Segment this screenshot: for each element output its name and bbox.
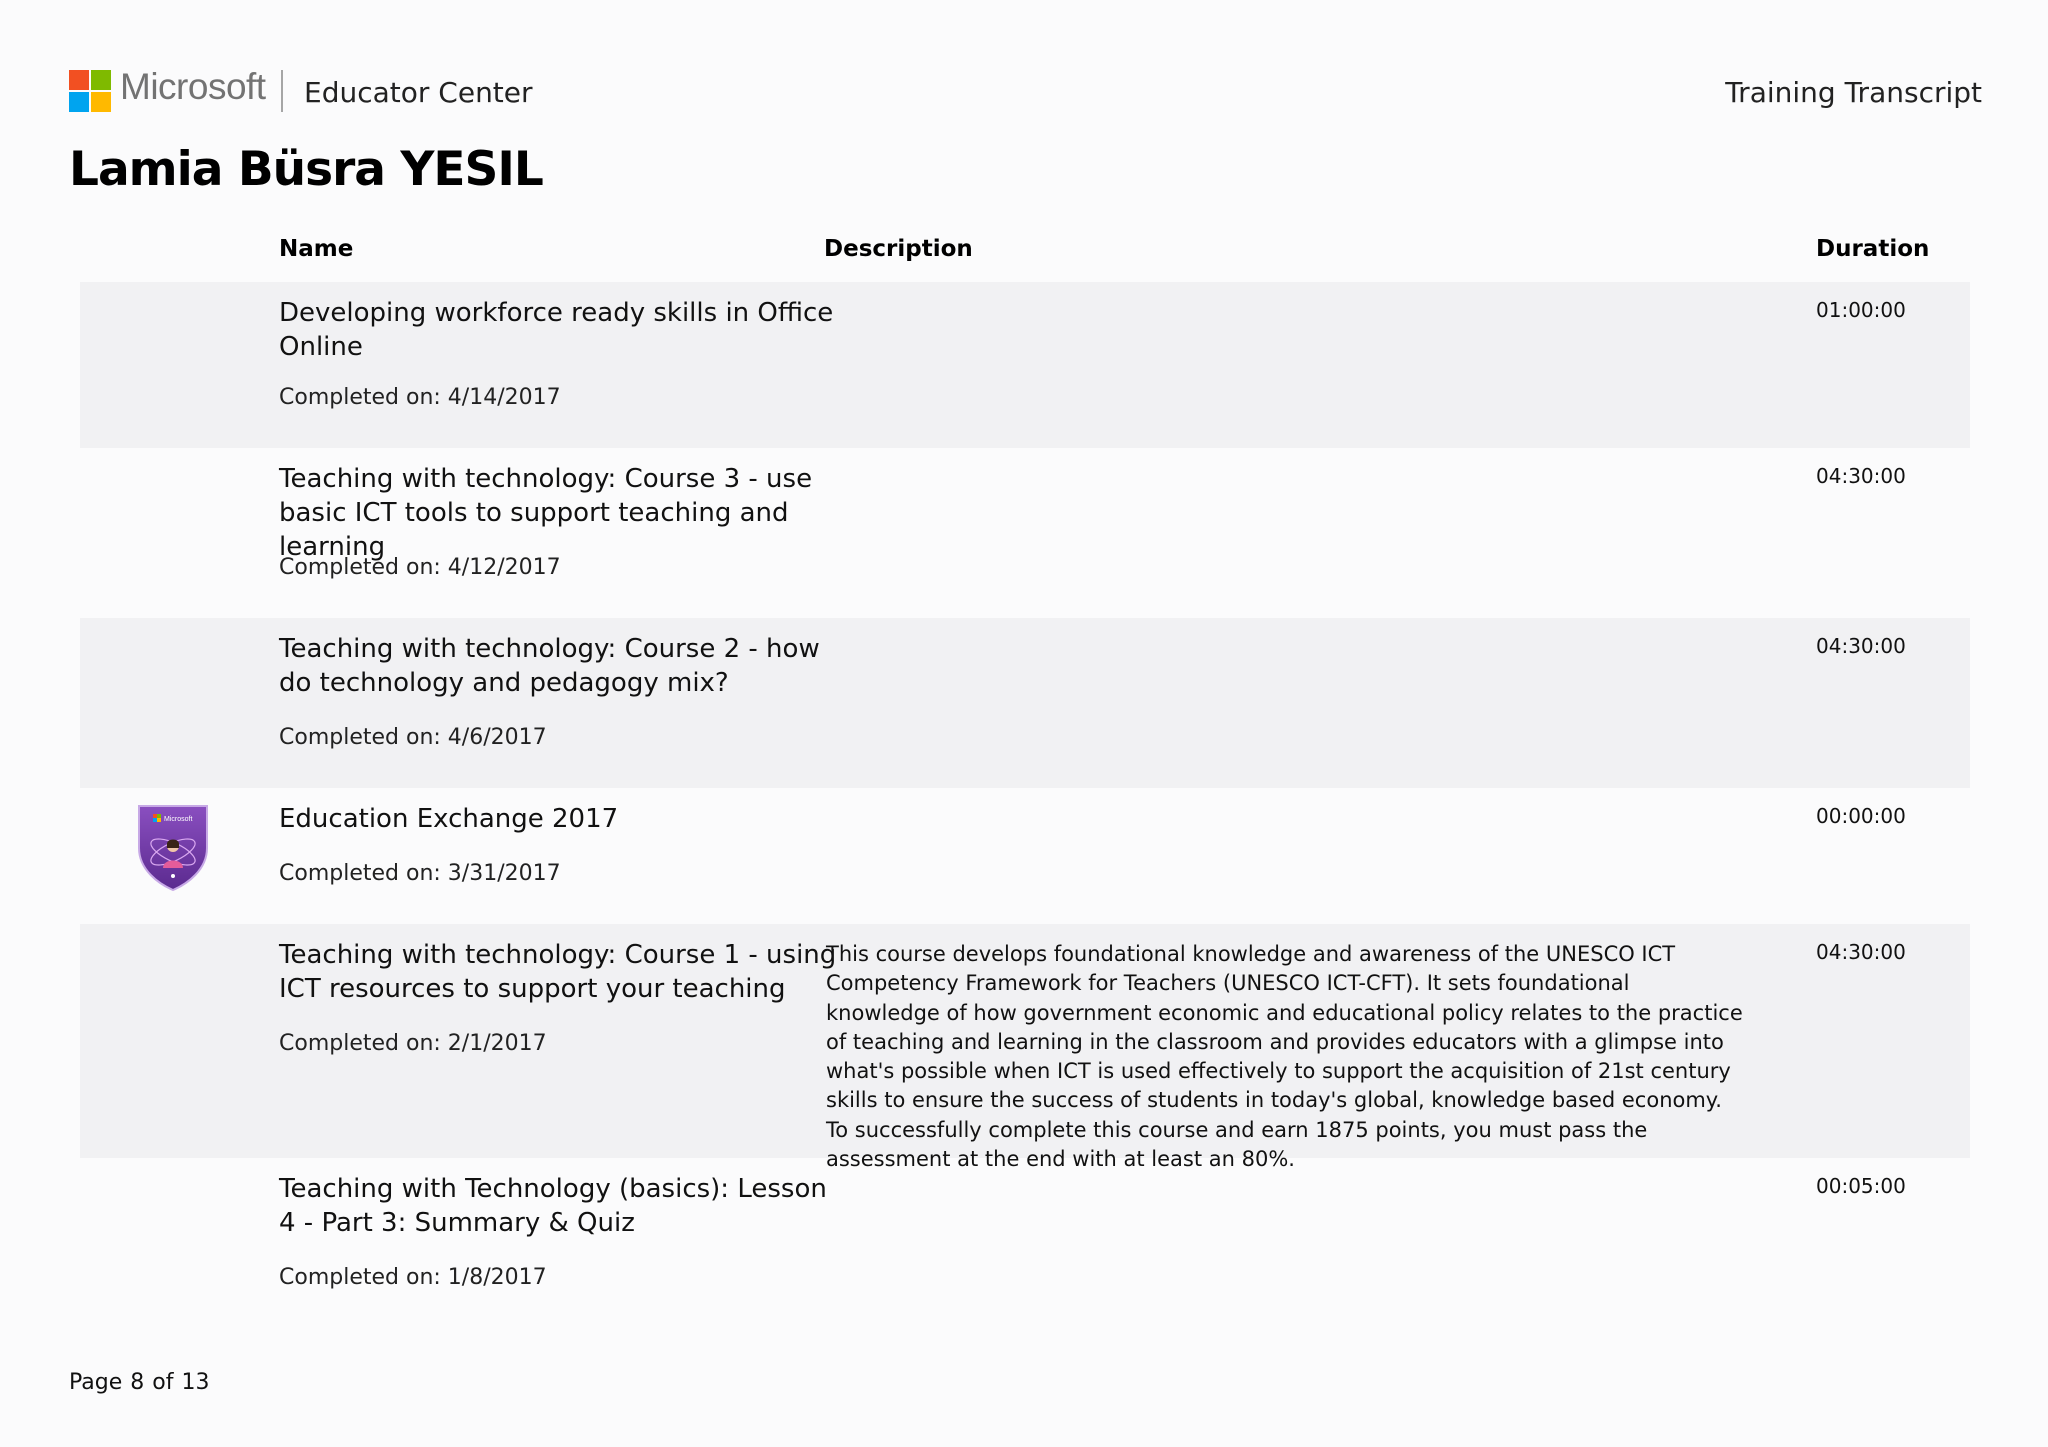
course-duration: 04:30:00 xyxy=(1816,940,1906,964)
course-name: Teaching with Technology (basics): Lesson 4 - Part 3: Summary & Quiz xyxy=(279,1174,827,1238)
completion-date: Completed on: 4/14/2017 xyxy=(279,385,561,410)
course-row xyxy=(80,1158,1970,1328)
page-header xyxy=(69,66,1982,122)
course-description: This course develops foundational knowledge and awareness of the UNESCO ICT Competency Framework for Teachers (UNESCO ICT-CFT). It sets foundational knowledge of how government economic and educational policy relates to the practice of teaching and learning in the classroom and provides educators with a glimpse into what's possible when ICT is used effectively to support the acquisition of 21st century skills to ensure the success of students in today's global, knowledge based economy. To successfully complete this course and earn 1875 points, you must pass the assessment at the end with at least an 80%. xyxy=(826,942,1743,1172)
course-row xyxy=(80,448,1970,618)
course-name: Education Exchange 2017 xyxy=(279,804,619,834)
product-name: Educator Center xyxy=(304,76,533,109)
brand-wordmark: Microsoft xyxy=(120,66,266,107)
course-duration: 01:00:00 xyxy=(1816,298,1906,322)
course-duration: 04:30:00 xyxy=(1816,634,1906,658)
course-name: Teaching with technology: Course 2 - how do technology and pedagogy mix? xyxy=(279,634,820,698)
completion-date: Completed on: 2/1/2017 xyxy=(279,1031,547,1056)
column-header-name: Name xyxy=(279,236,354,262)
course-name: Teaching with technology: Course 3 - use basic ICT tools to support teaching and learning xyxy=(279,464,813,562)
page-total: 13 xyxy=(181,1370,210,1395)
course-duration: 00:05:00 xyxy=(1816,1174,1906,1198)
header-divider xyxy=(281,70,283,112)
page-of-label: of xyxy=(152,1370,174,1395)
course-row xyxy=(80,924,1970,1172)
microsoft-logo-icon xyxy=(69,70,111,112)
completion-date: Completed on: 4/6/2017 xyxy=(279,725,547,750)
column-header-duration: Duration xyxy=(1816,236,1930,262)
badge-label: Microsoft xyxy=(164,816,193,823)
document-type: Training Transcript xyxy=(1725,76,1982,109)
education-exchange-badge-icon xyxy=(135,802,211,892)
course-name: Developing workforce ready skills in Office Online xyxy=(279,298,834,362)
person-name: Lamia Büsra YESIL xyxy=(69,142,543,197)
page-label: Page xyxy=(69,1370,123,1395)
page-number: 8 xyxy=(130,1370,145,1395)
page-footer xyxy=(69,1370,217,1395)
completion-date: Completed on: 4/12/2017 xyxy=(279,555,561,580)
course-row xyxy=(80,618,1970,788)
course-duration: 04:30:00 xyxy=(1816,464,1906,488)
course-row xyxy=(80,788,1970,924)
course-duration: 00:00:00 xyxy=(1816,804,1906,828)
course-name: Teaching with technology: Course 1 - using ICT resources to support your teaching xyxy=(279,940,837,1004)
completion-date: Completed on: 3/31/2017 xyxy=(279,861,561,886)
course-row xyxy=(80,282,1970,448)
column-header-description: Description xyxy=(824,236,973,262)
completion-date: Completed on: 1/8/2017 xyxy=(279,1265,547,1290)
